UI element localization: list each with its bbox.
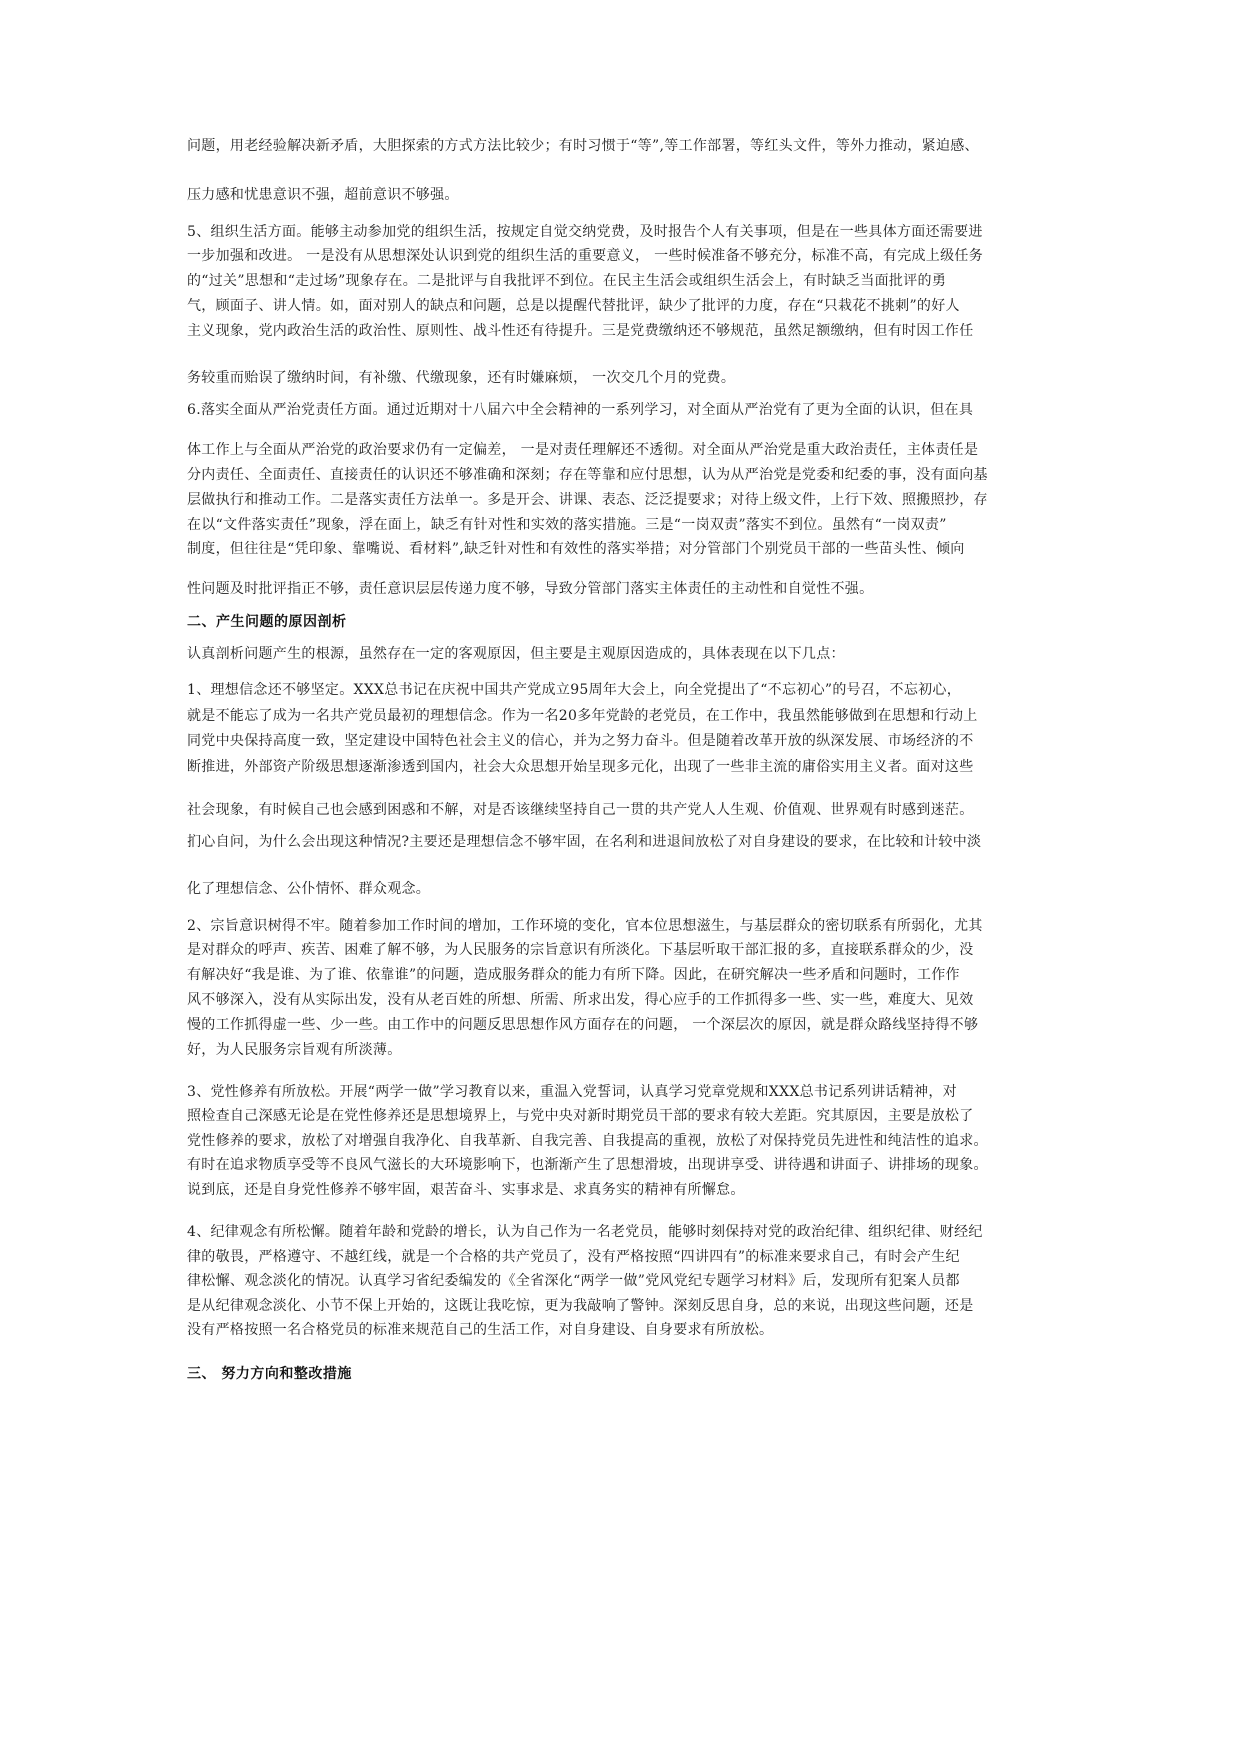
r2-line-3: 有解决好“我是谁、为了谁、依靠谁”的问题，造成服务群众的能力有所下降。因此，在研究解决一些矛盾和问题时，工作作 [187,967,960,983]
r4-line-1: 4、纪律观念有所松懈。随着年龄和党龄的增长，认为自己作为一名老党员，能够时刻保持对党的政治纪律、组织纪律、财经纪 [187,1224,983,1240]
p5-line-4: 气，顾面子、讲人情。如，面对别人的缺点和问题，总是以提醒代替批评，缺少了批评的力度，存在“只栽花不挑刺”的好人 [187,298,960,314]
r1-line-2: 就是不能忘了成为一名共产党员最初的理想信念。作为一名20多年党龄的老党员，在工作中，我虽然能够做到在思想和行动上 [187,708,978,724]
p5-line-6: 务较重而贻误了缴纳时间，有补缴、代缴现象，还有时嫌麻烦， 一次交几个月的党费。 [187,370,736,386]
p6-line-1: 6.落实全面从严治党责任方面。通过近期对十八届六中全会精神的一系列学习，对全面从严治党有了更为全面的认识，但在具 [187,402,974,418]
r1-line-7: 化了理想信念、公仆情怀、群众观念。 [187,881,431,897]
r3-line-4: 有时在追求物质享受等不良风气滋长的大环境影响下，也渐渐产生了思想滑坡，出现讲享受、讲待遇和讲面子、讲排场的现象。 [187,1157,988,1173]
r1-line-3: 同党中央保持高度一致，坚定建设中国特色社会主义的信心，并为之努力奋斗。但是随着改革开放的纵深发展、市场经济的不 [187,733,974,749]
p6-line-3: 分内责任、全面责任、直接责任的认识还不够准确和深刻；存在等靠和应付思想，认为从严治党是党委和纪委的事，没有面向基 [187,467,988,483]
r1-line-5: 社会现象，有时候自己也会感到困惑和不解，对是否该继续坚持自己一贯的共产党人人生观、价值观、世界观有时感到迷茫。 [187,802,974,818]
r2-line-5: 慢的工作抓得虚一些、少一些。由工作中的问题反思思想作风方面存在的问题， 一个深层次的原因，就是群众路线坚持得不够 [187,1017,979,1033]
r1-line-1: 1、理想信念还不够坚定。XXX总书记在庆祝中国共产党成立95周年大会上，向全党提出了“不忘初心”的号召，不忘初心， [187,682,962,698]
r3-line-3: 党性修养的要求，放松了对增强自我净化、自我革新、自我完善、自我提高的重视，放松了对保持党员先进性和纯洁性的追求。 [187,1133,988,1149]
p6-line-2: 体工作上与全面从严治党的政治要求仍有一定偏差， 一是对责任理解还不透彻。对全面从严治党是重大政治责任，主体责任是 [187,442,979,458]
r4-line-4: 是从纪律观念淡化、小节不保上开始的，这既让我吃惊，更为我敲响了警钟。深刻反思自身，总的来说，出现这些问题，还是 [187,1298,974,1314]
section3-heading: 三、 努力方向和整改措施 [187,1366,352,1382]
p5-line-1: 5、组织生活方面。能够主动参加党的组织生活，按规定自觉交纳党费，及时报告个人有关事项，但是在一些具体方面还需要进 [187,224,983,240]
p6-line-4: 层做执行和推动工作。二是落实责任方法单一。多是开会、讲课、表态、泛泛提要求；对待上级文件，上行下效、照搬照抄，存 [187,492,988,508]
p5-line-5: 主义现象，党内政治生活的政治性、原则性、战斗性还有待提升。三是党费缴纳还不够规范，虽然足额缴纳，但有时因工作任 [187,323,974,339]
r4-line-3: 律松懈、观念淡化的情况。认真学习省纪委编发的《全省深化“两学一做”党风党纪专题学习材料》后，发现所有犯案人员都 [187,1273,960,1289]
p5-line-3: 的“过关”思想和“走过场”现象存在。二是批评与自我批评不到位。在民主生活会或组织生活会上，有时缺乏当面批评的勇 [187,273,947,289]
p6-line-5: 在以“文件落实责任”现象，浮在面上，缺乏有针对性和实效的落实措施。三是“一岗双责”落实不到位。虽然有“一岗双责” [187,517,947,533]
intro-line-1: 问题，用老经验解决新矛盾，大胆探索的方式方法比较少；有时习惯于“等”,等工作部署，等红头文件，等外力推动，紧迫感、 [187,138,979,154]
r3-line-2: 照检查自己深感无论是在党性修养还是思想境界上，与党中央对新时期党员干部的要求有较大差距。究其原因，主要是放松了 [187,1108,974,1124]
r2-line-1: 2、宗旨意识树得不牢。随着参加工作时间的增加，工作环境的变化，官本位思想滋生，与基层群众的密切联系有所弱化，尤其 [187,918,983,934]
r3-line-5: 说到底，还是自身党性修养不够牢固，艰苦奋斗、实事求是、求真务实的精神有所懈怠。 [187,1182,745,1198]
r1-line-6: 扪心自问，为什么会出现这种情况?主要还是理想信念不够牢固，在名利和进退间放松了对自身建设的要求，在比较和计较中淡 [187,834,982,850]
p5-line-2: 一步加强和改进。 一是没有从思想深处认识到党的组织生活的重要意义， 一些时候准备不够充分，标准不高，有完成上级任务 [187,248,983,264]
section2-intro: 认真剖析问题产生的根源，虽然存在一定的客观原因，但主要是主观原因造成的，具体表现在以下几点： [187,646,845,662]
r4-line-5: 没有严格按照一名合格党员的标准来规范自己的生活工作，对自身建设、自身要求有所放松。 [187,1322,774,1338]
r2-line-4: 风不够深入，没有从实际出发，没有从老百姓的所想、所需、所求出发，得心应手的工作抓得多一些、实一些，难度大、见效 [187,992,974,1008]
r1-line-4: 断推进，外部资产阶级思想逐渐渗透到国内，社会大众思想开始呈现多元化，出现了一些非主流的庸俗实用主义者。面对这些 [187,759,974,775]
r2-line-2: 是对群众的呼声、疾苦、困难了解不够，为人民服务的宗旨意识有所淡化。下基层听取干部汇报的多，直接联系群众的少，没 [187,942,974,958]
r3-line-1: 3、党性修养有所放松。开展“两学一做”学习教育以来，重温入党誓词，认真学习党章党规和XXX总书记系列讲话精神，对 [187,1084,957,1100]
r2-line-6: 好，为人民服务宗旨观有所淡薄。 [187,1042,402,1058]
r4-line-2: 律的敬畏，严格遵守、不越红线，就是一个合格的共产党员了，没有严格按照“四讲四有”的标准来要求自己，有时会产生纪 [187,1249,960,1265]
intro-line-2: 压力感和忧患意识不强，超前意识不够强。 [187,187,459,203]
p6-line-7: 性问题及时批评指正不够，责任意识层层传递力度不够，导致分管部门落实主体责任的主动性和自觉性不强。 [187,581,874,597]
section2-heading: 二、产生问题的原因剖析 [187,614,347,630]
p6-line-6: 制度，但往往是“凭印象、靠嘴说、看材料”,缺乏针对性和有效性的落实举措；对分管部门个别党员干部的一些苗头性、倾向 [187,541,965,557]
